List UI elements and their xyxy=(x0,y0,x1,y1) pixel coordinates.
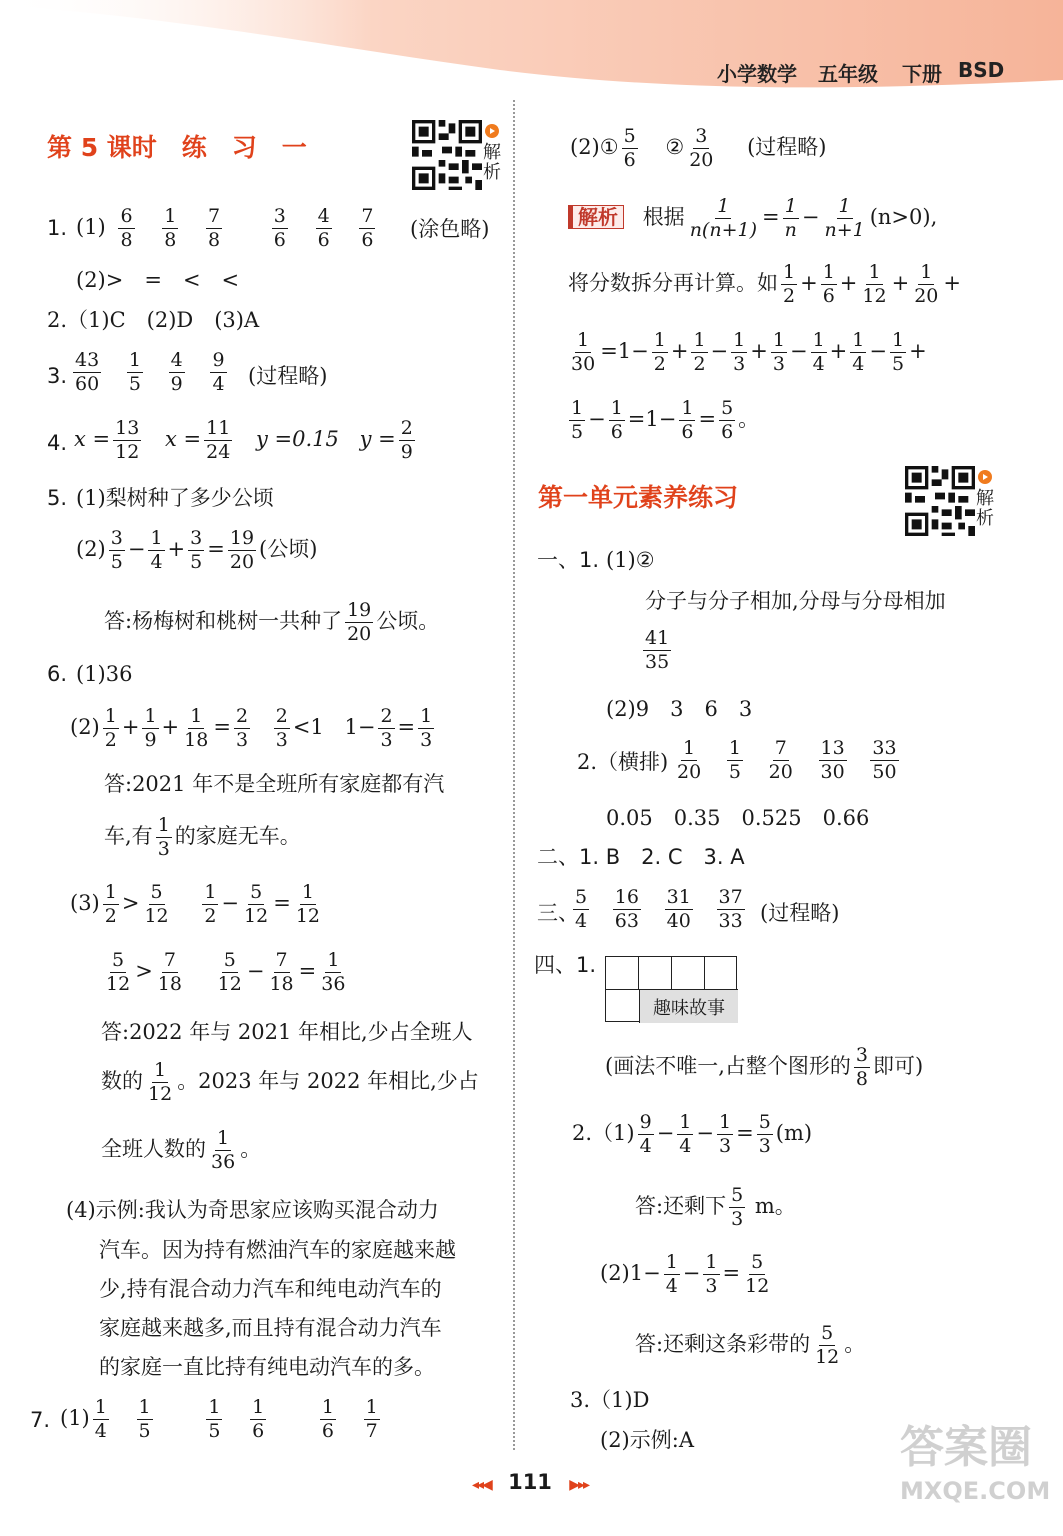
qr-label: 解析 xyxy=(976,488,994,529)
q5-part2: (2) $\frac{3}{5}$ − $\frac{1}{4}$ + $\frac{3}{5}$ = $\frac{19}{20}$ (公顷) xyxy=(76,527,318,573)
s1-part2: (2)9 3 6 3 xyxy=(606,697,753,721)
s1-q2: 2.（横排) xyxy=(577,750,669,774)
s4-q3-part1: 3.（1)D xyxy=(570,1388,650,1412)
q6-number: 6. xyxy=(47,662,68,686)
q6-part4-line4: 家庭越来越多,而且持有混合动力汽车 xyxy=(99,1316,442,1340)
q4-answers: x = $\frac{13}{12}$ x = $\frac{11}{24}$ y =0.15 y = $\frac{2}{9}$ xyxy=(74,417,413,463)
q1-note: (涂色略) xyxy=(410,217,490,241)
s4-answer2: 答:还剩这条彩带的 $\frac{5}{12}$ 。 xyxy=(635,1322,866,1368)
s1-text: 分子与分子相加,分母与分母相加 xyxy=(645,589,946,613)
s3-fractions: $\frac{5}{4}$ $\frac{16}{63}$ $\frac{31}{40}$ $\frac{37}{33}$ xyxy=(575,886,743,932)
analysis-line4: $\frac{1}{5}$ − $\frac{1}{6}$ =1− $\frac{1}{6}$ = $\frac{5}{6}$ 。 xyxy=(571,397,760,443)
grid-figure-label: 趣味故事 xyxy=(639,990,738,1023)
analysis-tag: 解析 xyxy=(568,205,624,229)
header-grade: 五年级 xyxy=(818,62,878,86)
q5-part1: (1)梨树种了多少公顷 xyxy=(76,486,274,510)
q6-answer2-line1: 答:2021 年不是全班所有家庭都有汽 xyxy=(104,772,445,796)
prev-arrows-icon: ◂◂◀ xyxy=(471,1477,491,1493)
s1-q2-fractions: $\frac{1}{20}$ $\frac{1}{5}$ $\frac{7}{20}$ $\frac{13}{30}$ $\frac{33}{50}$ xyxy=(677,737,897,783)
q6-part4-line5: 的家庭一直比持有纯电动汽车的多。 xyxy=(99,1355,435,1379)
play-icon xyxy=(485,124,499,138)
q4-number: 4. xyxy=(47,431,68,455)
q6-answer3-line3: 全班人数的 $\frac{1}{36}$ 。 xyxy=(101,1127,262,1173)
q6-part2: (2) $\frac{1}{2}$ + $\frac{1}{9}$ + $\frac{1}{18}$ = $\frac{2}{3}$ $\frac{2}{3}$ <1 1− $\frac{2}{3}$ = $\frac{1}{3}$ xyxy=(70,705,433,751)
analysis-line2: 将分数拆分再计算。如 $\frac{1}{2}$ + $\frac{1}{6}$ + $\frac{1}{12}$ + $\frac{1}{20}$ + xyxy=(568,261,961,307)
q6-answer2-line2: 车,有 $\frac{1}{3}$ 的家庭无车。 xyxy=(104,814,301,860)
qr-label: 解析 xyxy=(483,142,501,183)
q1-part2: (2)> = < < xyxy=(76,268,240,292)
analysis-line3: $\frac{1}{30}$ =1− $\frac{1}{2}$ + $\frac{1}{2}$ − $\frac{1}{3}$ + $\frac{1}{3}$ − $\frac{1}{4}$ + $\frac{1}{4}$ − $\frac{1}{5}$ + xyxy=(571,329,927,375)
s4-answer1: 答:还剩下 $\frac{5}{3}$ m。 xyxy=(635,1184,796,1230)
qr-code-icon xyxy=(412,120,482,190)
watermark: 答案圈 MXQE.COM xyxy=(900,1422,1051,1505)
q6-part4-line1: (4)示例:我认为奇思家应该购买混合动力 xyxy=(66,1198,439,1222)
qr-code-icon xyxy=(905,466,975,536)
q1-part1: (1) $\frac{6}{8}$ $\frac{1}{8}$ $\frac{7}{8}$ $\frac{3}{6}$ $\frac{4}{6}$ $\frac{7}{6}$ xyxy=(76,205,374,251)
next-arrows-icon: ▶▸▸ xyxy=(569,1477,589,1493)
q6-answer3-line2: 数的 $\frac{1}{12}$ 。2023 年与 2022 年相比,少占 xyxy=(101,1059,479,1105)
q5-answer: 答:杨梅树和桃树一共种了 $\frac{19}{20}$ 公顷。 xyxy=(104,599,440,645)
s3-note: (过程略) xyxy=(760,901,840,925)
s1-fraction: $\frac{41}{35}$ xyxy=(645,627,670,673)
q7-part1: (1) $\frac{1}{4}$ $\frac{1}{5}$ $\frac{1}{5}$ $\frac{1}{6}$ $\frac{1}{6}$ $\frac{1}{7}$ xyxy=(60,1396,378,1442)
s3-label: 三、 xyxy=(537,901,579,925)
page-number: ◂◂◀ 111 ▶▸▸ xyxy=(471,1470,589,1494)
header-edition: BSD xyxy=(958,58,1005,82)
s2-answers: 二、1. B 2. C 3. A xyxy=(537,845,745,869)
s4-q2-part1: 2.（1) $\frac{9}{4}$ − $\frac{1}{4}$ − $\frac{1}{3}$ = $\frac{5}{3}$ (m) xyxy=(572,1111,813,1157)
q1-number: 1. xyxy=(47,216,68,240)
s1-part1: (1)② xyxy=(606,548,655,572)
unit-title: 第一单元素养练习 xyxy=(538,483,739,512)
analysis-line1: 解析 根据 $\frac{1}{n(n+1)}$ = $\frac{1}{n}$ − $\frac{1}{n+1}$ (n>0), xyxy=(568,196,937,241)
grid-figure xyxy=(605,956,737,1022)
s4-note: (画法不唯一,占整个图形的 $\frac{3}{8}$ 即可) xyxy=(605,1044,924,1090)
q6-answer3-line1: 答:2022 年与 2021 年相比,少占全班人 xyxy=(101,1020,473,1044)
q7-number: 7. xyxy=(30,1408,51,1432)
s1-label: 一、1. xyxy=(537,548,600,572)
s4-q2-part2: (2)1− $\frac{1}{4}$ − $\frac{1}{3}$ = $\frac{5}{12}$ xyxy=(600,1251,770,1297)
q3-fractions: $\frac{43}{60}$ $\frac{1}{5}$ $\frac{4}{9}$ $\frac{9}{4}$ xyxy=(75,349,225,395)
play-icon xyxy=(978,470,992,484)
q6-part4-line2: 汽车。因为持有燃油汽车的家庭越来越 xyxy=(99,1238,456,1262)
header-term: 下册 xyxy=(902,62,942,86)
q6-part3-row1: (3) $\frac{1}{2}$ > $\frac{5}{12}$ $\frac{1}{2}$ − $\frac{5}{12}$ = $\frac{1}{12}$ xyxy=(70,881,321,927)
q3-note: (过程略) xyxy=(248,364,328,388)
column-divider xyxy=(513,100,515,1450)
s4-q3-part2: (2)示例:A xyxy=(600,1428,694,1452)
q6-part4-line3: 少,持有混合动力汽车和纯电动汽车的 xyxy=(99,1277,442,1301)
cont-part2: (2)① $\frac{5}{6}$ ② $\frac{3}{20}$ (过程略) xyxy=(570,125,827,171)
header-subject: 小学数学 xyxy=(717,62,797,86)
s1-q2-decimals: 0.05 0.35 0.525 0.66 xyxy=(606,806,870,830)
lesson-title: 第 5 课时 练 习 一 xyxy=(47,133,307,162)
q2-answer: 2.（1)C (2)D (3)A xyxy=(47,308,260,332)
q5-number: 5. xyxy=(47,486,68,510)
q3-number: 3. xyxy=(47,364,68,388)
q6-part1: (1)36 xyxy=(76,662,133,686)
s4-label: 四、1. xyxy=(534,953,597,977)
q6-part3-row2: $\frac{5}{12}$ > $\frac{7}{18}$ $\frac{5}{12}$ − $\frac{7}{18}$ = $\frac{1}{36}$ xyxy=(106,949,346,995)
